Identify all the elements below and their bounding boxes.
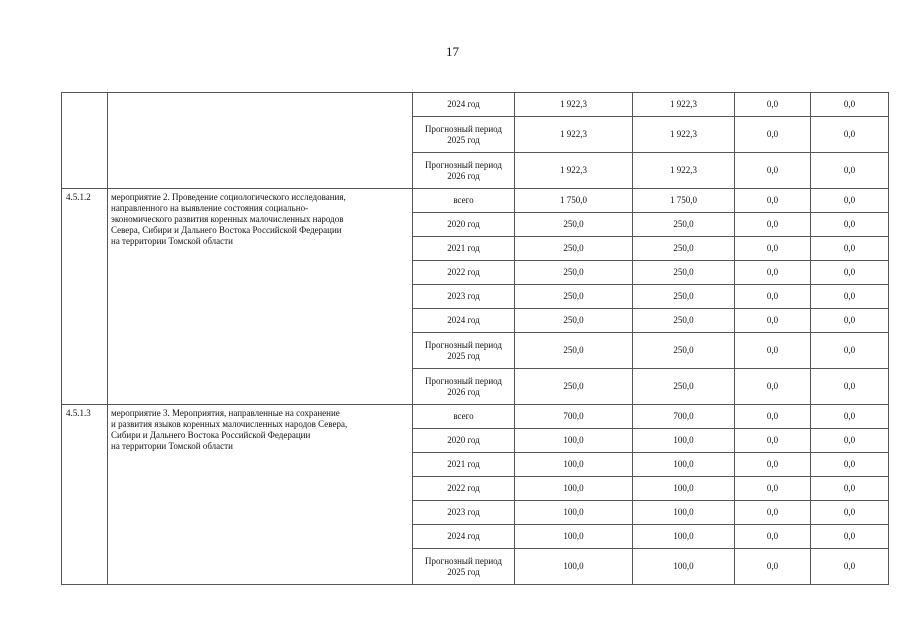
period-label: 2023 год [447, 507, 480, 517]
period-cell [413, 501, 515, 525]
period-cell [413, 93, 515, 117]
activity-code: 4.5.1.2 [62, 189, 108, 405]
value-cell: 0,0 [811, 117, 889, 153]
period-cell [413, 237, 515, 261]
value-cell: 100,0 [633, 453, 735, 477]
period-label: Прогнозный период [425, 159, 502, 170]
value-cell: 0,0 [735, 261, 811, 285]
value-cell: 100,0 [633, 477, 735, 501]
value-cell: 0,0 [735, 429, 811, 453]
period-cell [413, 369, 515, 405]
value-cell: 250,0 [633, 213, 735, 237]
activity-description [108, 405, 413, 585]
value-cell: 0,0 [735, 501, 811, 525]
value-cell: 1 922,3 [515, 153, 633, 189]
value-cell: 100,0 [515, 429, 633, 453]
period-cell [413, 261, 515, 285]
value-cell: 250,0 [633, 309, 735, 333]
value-cell: 700,0 [633, 405, 735, 429]
value-cell: 0,0 [735, 189, 811, 213]
value-cell: 0,0 [811, 477, 889, 501]
table-row [62, 189, 889, 213]
period-label: 2020 год [447, 219, 480, 229]
value-cell: 100,0 [633, 429, 735, 453]
period-label: всего [453, 195, 474, 205]
period-cell [413, 429, 515, 453]
table-row [62, 93, 889, 117]
value-cell: 250,0 [515, 237, 633, 261]
value-cell: 0,0 [811, 309, 889, 333]
value-cell: 0,0 [735, 525, 811, 549]
value-cell: 0,0 [811, 213, 889, 237]
value-cell: 1 922,3 [633, 93, 735, 117]
value-cell: 100,0 [515, 453, 633, 477]
value-cell: 250,0 [515, 369, 633, 405]
period-label: всего [453, 411, 474, 421]
value-cell: 100,0 [515, 501, 633, 525]
value-cell: 0,0 [735, 369, 811, 405]
period-cell [413, 117, 515, 153]
value-cell: 250,0 [633, 261, 735, 285]
value-cell: 0,0 [735, 237, 811, 261]
value-cell: 250,0 [515, 333, 633, 369]
period-cell [413, 153, 515, 189]
activity-description [108, 189, 413, 405]
value-cell: 250,0 [633, 333, 735, 369]
funding-table [61, 92, 889, 585]
period-cell [413, 213, 515, 237]
period-label: 2024 год [447, 99, 480, 109]
period-cell [413, 453, 515, 477]
period-cell [413, 549, 515, 585]
value-cell: 250,0 [515, 285, 633, 309]
period-label: 2021 год [447, 243, 480, 253]
value-cell: 0,0 [811, 405, 889, 429]
description-line: направленного на выявление состояния социально- [111, 203, 309, 213]
description-line: Севера, Сибири и Дальнего Востока Российской Федерации [111, 225, 342, 235]
value-cell: 0,0 [735, 333, 811, 369]
activity-code: 4.5.1.3 [62, 405, 108, 585]
value-cell: 100,0 [633, 501, 735, 525]
period-label: 2024 год [447, 315, 480, 325]
table-row [62, 405, 889, 429]
value-cell: 0,0 [735, 477, 811, 501]
period-cell [413, 477, 515, 501]
period-label: 2026 год [447, 170, 480, 181]
value-cell: 0,0 [811, 285, 889, 309]
description-line: и развития языков коренных малочисленных народов Севера, [111, 419, 348, 429]
period-cell [413, 309, 515, 333]
value-cell: 700,0 [515, 405, 633, 429]
period-cell [413, 333, 515, 369]
description-line: на территории Томской области [111, 236, 233, 246]
period-label: 2023 год [447, 291, 480, 301]
value-cell: 0,0 [735, 93, 811, 117]
activity-description [108, 93, 413, 189]
value-cell: 100,0 [515, 549, 633, 585]
period-cell [413, 525, 515, 549]
value-cell: 100,0 [515, 525, 633, 549]
period-label: Прогнозный период [425, 123, 502, 134]
value-cell: 0,0 [811, 525, 889, 549]
period-label: Прогнозный период [425, 339, 502, 350]
value-cell: 1 750,0 [633, 189, 735, 213]
value-cell: 0,0 [811, 369, 889, 405]
value-cell: 100,0 [633, 525, 735, 549]
description-line: мероприятие 2. Проведение социологического исследования, [111, 192, 346, 202]
value-cell: 250,0 [515, 261, 633, 285]
description-line: Сибири и Дальнего Востока Российской Федерации [111, 430, 311, 440]
value-cell: 0,0 [811, 501, 889, 525]
value-cell: 0,0 [811, 549, 889, 585]
value-cell: 0,0 [811, 261, 889, 285]
period-label: 2025 год [447, 134, 480, 145]
period-label: 2021 год [447, 459, 480, 469]
value-cell: 0,0 [811, 237, 889, 261]
value-cell: 250,0 [633, 237, 735, 261]
period-label: 2026 год [447, 386, 480, 397]
period-cell [413, 285, 515, 309]
value-cell: 1 922,3 [633, 153, 735, 189]
value-cell: 0,0 [811, 189, 889, 213]
description-line: на территории Томской области [111, 441, 233, 451]
value-cell: 0,0 [811, 429, 889, 453]
value-cell: 0,0 [735, 213, 811, 237]
value-cell: 0,0 [735, 453, 811, 477]
value-cell: 1 922,3 [633, 117, 735, 153]
value-cell: 0,0 [735, 309, 811, 333]
value-cell: 0,0 [811, 453, 889, 477]
value-cell: 0,0 [735, 153, 811, 189]
value-cell: 0,0 [811, 333, 889, 369]
value-cell: 100,0 [633, 549, 735, 585]
value-cell: 0,0 [735, 405, 811, 429]
value-cell: 1 922,3 [515, 117, 633, 153]
value-cell: 250,0 [633, 285, 735, 309]
period-cell [413, 405, 515, 429]
period-label: Прогнозный период [425, 375, 502, 386]
period-label: 2025 год [447, 566, 480, 577]
value-cell: 1 922,3 [515, 93, 633, 117]
value-cell: 250,0 [515, 213, 633, 237]
description-line: мероприятие 3. Мероприятия, направленные на сохранение [111, 408, 340, 418]
page-number: 17 [446, 44, 459, 59]
value-cell: 100,0 [515, 477, 633, 501]
description-line: экономического развития коренных малочисленных народов [111, 214, 344, 224]
period-label: 2022 год [447, 267, 480, 277]
period-label: 2025 год [447, 350, 480, 361]
value-cell: 0,0 [811, 153, 889, 189]
period-label: Прогнозный период [425, 555, 502, 566]
value-cell: 250,0 [633, 369, 735, 405]
value-cell: 0,0 [735, 285, 811, 309]
period-cell [413, 189, 515, 213]
period-label: 2024 год [447, 531, 480, 541]
value-cell: 0,0 [735, 117, 811, 153]
value-cell: 0,0 [735, 549, 811, 585]
value-cell: 250,0 [515, 309, 633, 333]
period-label: 2020 год [447, 435, 480, 445]
value-cell: 0,0 [811, 93, 889, 117]
period-label: 2022 год [447, 483, 480, 493]
activity-code [62, 93, 108, 189]
value-cell: 1 750,0 [515, 189, 633, 213]
